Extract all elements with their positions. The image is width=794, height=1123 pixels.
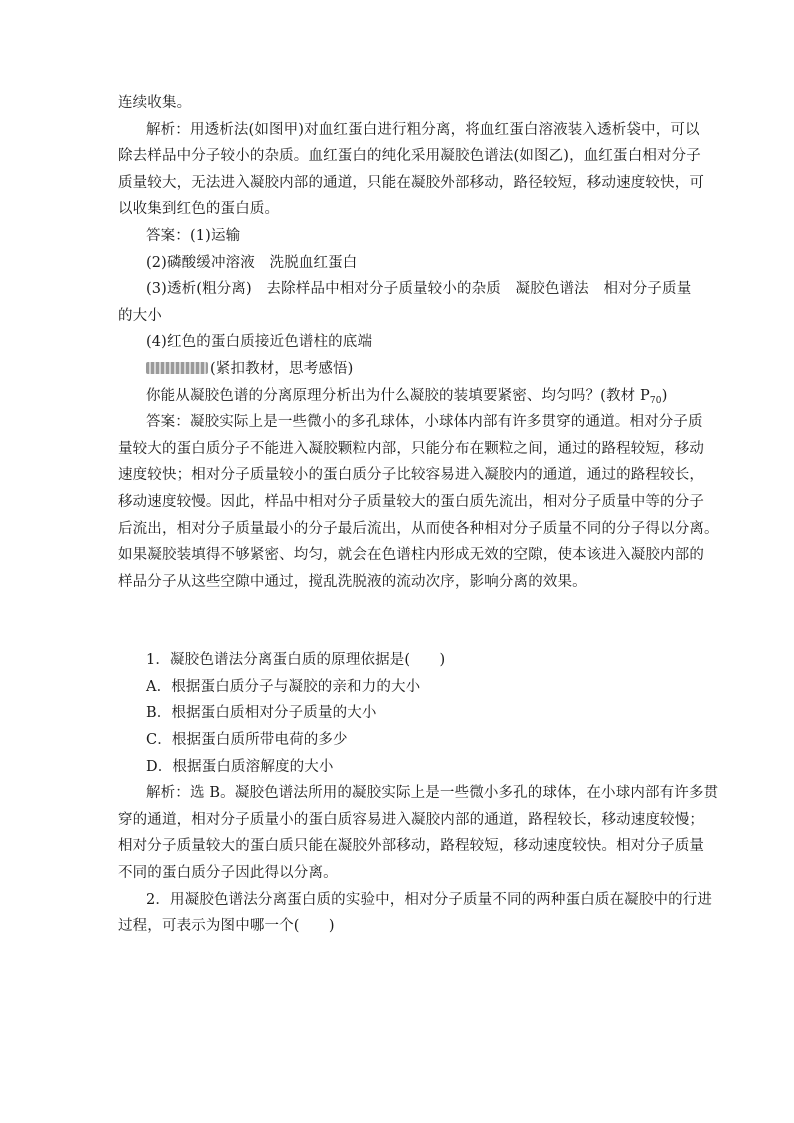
- spacer: [118, 595, 684, 647]
- section-badge-icon: [146, 362, 208, 374]
- text-line: 质量较大，无法进入凝胶内部的通道，只能在凝胶外部移动，路径较短，移动速度较快，可: [118, 174, 704, 191]
- question-1: 1．凝胶色谱法分离蛋白质的原理依据是( ): [146, 652, 446, 669]
- section-badge-line: [118, 356, 684, 383]
- page-ref: 70: [649, 395, 662, 406]
- option-d: D．根据蛋白质溶解度的大小: [146, 758, 334, 775]
- text-line: 过程，可表示为图中哪一个( ): [118, 918, 335, 935]
- text-line: 穿的通道，相对分子质量小的蛋白质容易进入凝胶内部的通道，路程较长，移动速度较慢；: [118, 811, 704, 828]
- option-c: C．根据蛋白质所带电荷的多少: [146, 732, 348, 749]
- text-line: 不同的蛋白质分子因此得以分离。: [118, 865, 338, 882]
- badge-text: (紧扣教材，思考感悟): [210, 360, 354, 377]
- text-line: 以收集到红色的蛋白质。: [118, 201, 280, 218]
- document-page: [118, 90, 719, 940]
- text-line: 除去样品中分子较小的杂质。血红蛋白的纯化采用凝胶色谱法(如图乙)，血红蛋白相对分子: [118, 148, 701, 165]
- text-line: 移动速度较慢。因此，样品中相对分子质量较大的蛋白质先流出，相对分子质量中等的分子: [118, 493, 704, 510]
- question-line: [118, 383, 684, 410]
- text-line: 的大小: [118, 307, 162, 324]
- text-line: 解析：用透析法(如图甲)对血红蛋白进行粗分离，将血红蛋白溶液装入透析袋中，可以: [146, 121, 700, 138]
- question-text: 你能从凝胶色谱的分离原理分析出为什么凝胶的装填要紧密、均匀吗？(教材 P: [146, 387, 650, 404]
- option-b: B．根据蛋白质相对分子质量的大小: [146, 705, 377, 722]
- text-line: 解析：选 B。凝胶色谱法所用的凝胶实际上是一些微小多孔的球体，在小球内部有许多贯: [146, 785, 719, 802]
- question-2: 2．用凝胶色谱法分离蛋白质的实验中，相对分子质量不同的两种蛋白质在凝胶中的行进: [146, 891, 713, 908]
- text-line: 量较大的蛋白质分子不能进入凝胶颗粒内部，只能分布在颗粒之间，通过的路程较短，移动: [118, 440, 704, 457]
- text-line: (2)磷酸缓冲溶液 洗脱血红蛋白: [146, 254, 358, 271]
- text-line: (3)透析(粗分离) 去除样品中相对分子质量较小的杂质 凝胶色谱法 相对分子质量: [146, 281, 692, 298]
- text-line: (4)红色的蛋白质接近色谱柱的底端: [146, 334, 373, 351]
- text-line: 样品分子从这些空隙中通过，搅乱洗脱液的流动次序，影响分离的效果。: [118, 573, 587, 590]
- text-line: 如果凝胶装填得不够紧密、均匀，就会在色谱柱内形成无效的空隙，使本该进入凝胶内部的: [118, 547, 704, 564]
- text-line: 速度较快；相对分子质量较小的蛋白质分子比较容易进入凝胶内的通道，通过的路程较长，: [118, 467, 704, 484]
- question-end: ): [661, 387, 668, 404]
- text-line: 答案：凝胶实际上是一些微小的多孔球体，小球体内部有许多贯穿的通道。相对分子质: [146, 414, 703, 431]
- text-line: 答案：(1)运输: [146, 227, 241, 244]
- text-line: 相对分子质量较大的蛋白质只能在凝胶外部移动，路程较短，移动速度较快。相对分子质量: [118, 838, 704, 855]
- text-line: 连续收集。: [118, 95, 192, 111]
- text-line: 后流出，相对分子质量最小的分子最后流出，从而使各种相对分子质量不同的分子得以分离。: [118, 520, 719, 537]
- option-a: A．根据蛋白质分子与凝胶的亲和力的大小: [146, 678, 421, 695]
